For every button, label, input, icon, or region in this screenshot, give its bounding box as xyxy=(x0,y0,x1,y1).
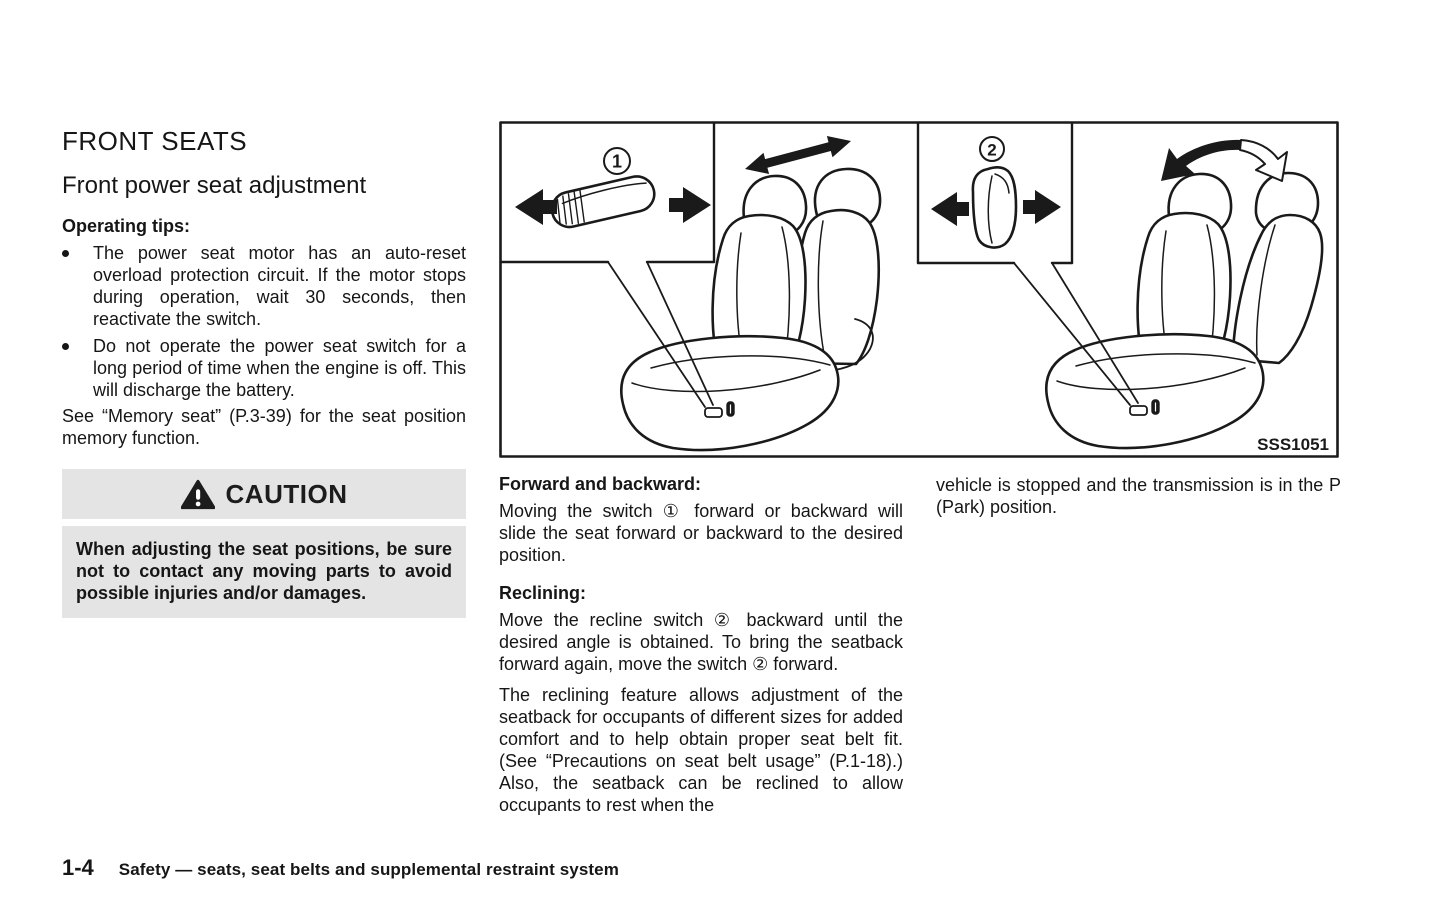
memory-seat-note: See “Memory seat” (P.3-39) for the seat position memory function. xyxy=(62,406,466,449)
forward-backward-heading: Forward and backward: xyxy=(499,474,702,494)
figure-code: SSS1051 xyxy=(1257,435,1329,454)
right-column xyxy=(936,474,1341,518)
page-number: 1-4 xyxy=(62,855,94,880)
caution-header xyxy=(62,469,466,519)
page-footer xyxy=(62,855,1382,881)
caution-text: When adjusting the seat positions, be sure not to contact any moving parts to avoid possible injuries and/or damages. xyxy=(76,539,452,604)
bullet-text: The power seat motor has an auto-reset overload protection circuit. If the motor stops during operation, wait 30 seconds, then reactivate the switch. xyxy=(93,243,466,330)
forward-backward-text: Moving the switch ① forward or backward will slide the seat forward or backward to the desired position. xyxy=(499,501,903,565)
continuation-text: vehicle is stopped and the transmission is in the P (Park) position. xyxy=(936,475,1341,517)
caution-label: CAUTION xyxy=(225,478,348,509)
middle-column xyxy=(499,474,903,816)
warning-triangle-icon xyxy=(181,479,215,510)
bullet-item xyxy=(62,335,466,401)
caution-body xyxy=(62,526,466,618)
bullet-text: Do not operate the power seat switch for a long period of time when the engine is off. This will discharge the battery. xyxy=(93,336,466,401)
callout-1-number: 1 xyxy=(611,151,623,172)
bullet-item xyxy=(62,242,466,330)
bullet-dot xyxy=(62,343,69,350)
reclining-text: The reclining feature allows adjustment of the seatback for occupants of different sizes for added comfort and to help obtain proper seat belt fit. (See “Precautions on seat belt usage” (P.1-18).) Also, the seatback can be reclined to allow occupants to rest when the xyxy=(499,685,903,815)
left-column xyxy=(62,128,466,618)
recline-switch-icon xyxy=(973,167,1016,247)
caution-block xyxy=(62,469,466,618)
reclining-heading: Reclining: xyxy=(499,583,587,603)
seat-adjustment-figure xyxy=(499,121,1339,458)
seat-slide-switch-small-icon xyxy=(705,408,722,417)
operating-tips-label: Operating tips: xyxy=(62,216,191,237)
seat-adjustment-drawing xyxy=(499,121,1339,458)
callout-2-number: 2 xyxy=(987,140,997,160)
bullet-dot xyxy=(62,250,69,257)
seat-slide-switch-small-icon xyxy=(1130,406,1147,415)
section-title: FRONT SEATS xyxy=(62,126,248,156)
reclining-text: Move the recline switch ② backward until the desired angle is obtained. To bring the seatback forward again, move the switch ② forward. xyxy=(499,610,903,674)
chapter-title: Safety — seats, seat belts and supplemental restraint system xyxy=(118,860,619,879)
subsection-title: Front power seat adjustment xyxy=(62,172,367,200)
